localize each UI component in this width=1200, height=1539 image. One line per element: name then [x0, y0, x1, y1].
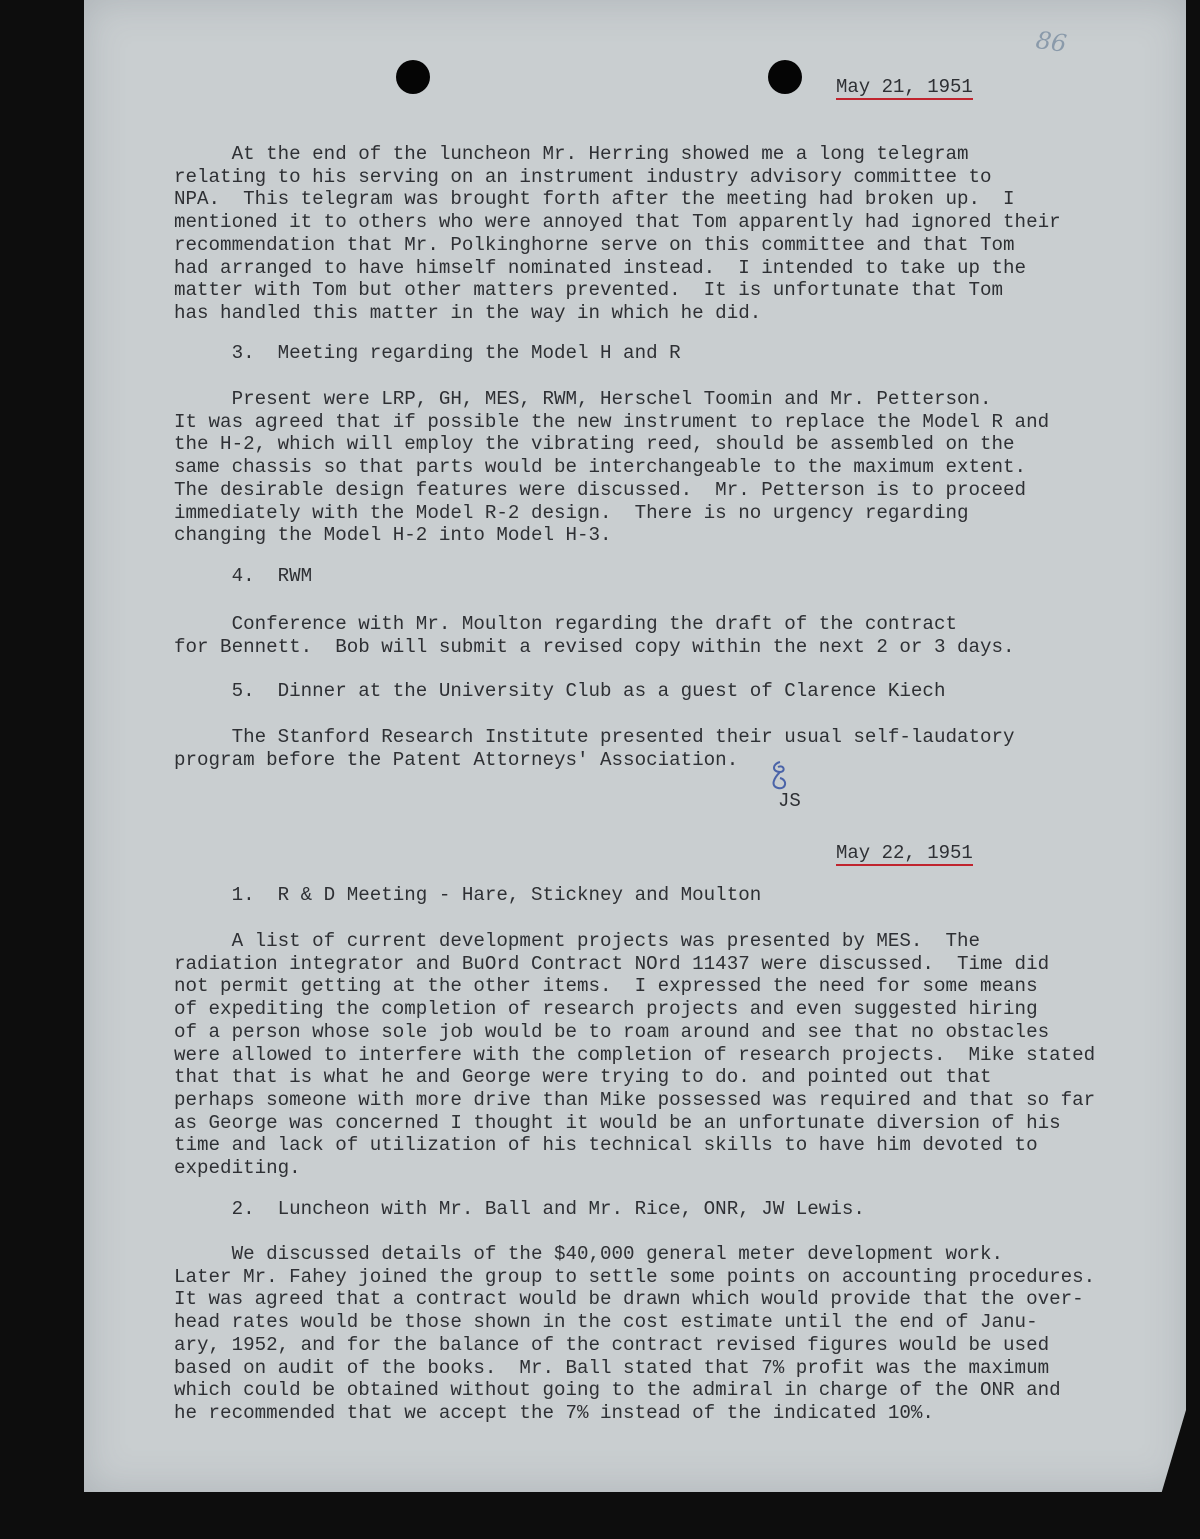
- text-line: he recommended that we accept the 7% instead of the indicated 10%.: [174, 1401, 934, 1424]
- text-line: It was agreed that if possible the new instrument to replace the Model R and: [174, 410, 1050, 433]
- section-heading: [174, 1198, 865, 1221]
- text-line: were allowed to interfere with the completion of research projects. Mike stated: [174, 1043, 1096, 1066]
- text-line: recommendation that Mr. Polkinghorne serve on this committee and that Tom: [174, 233, 1015, 256]
- text-line: At the end of the luncheon Mr. Herring showed me a long telegram: [174, 143, 969, 165]
- text-line: same chassis so that parts would be interchangeable to the maximum extent.: [174, 456, 1027, 479]
- text-line: the H-2, which will employ the vibrating reed, should be assembled on the: [174, 433, 1015, 456]
- paragraph: [174, 613, 1015, 658]
- text-line: of expediting the completion of research projects and even suggested hiring: [174, 998, 1038, 1021]
- text-line: changing the Model H-2 into Model H-3.: [174, 524, 612, 547]
- text-line: of a person whose sole job would be to roam around and see that no obstacles: [174, 1020, 1050, 1043]
- text-line: 4. RWM: [174, 565, 313, 587]
- text-line: Later Mr. Fahey joined the group to settle some points on accounting procedures.: [174, 1265, 1096, 1288]
- text-line: perhaps someone with more drive than Mike possessed was required and that so far: [174, 1088, 1096, 1111]
- paragraph: [174, 726, 1015, 771]
- text-line: NPA. This telegram was brought forth after the meeting had broken up. I: [174, 188, 1015, 211]
- text-line: ary, 1952, and for the balance of the contract revised figures would be used: [174, 1333, 1050, 1356]
- paragraph: [174, 143, 1061, 325]
- text-line: A list of current development projects was presented by MES. The: [174, 930, 981, 952]
- text-line: It was agreed that a contract would be drawn which would provide that the over-: [174, 1288, 1084, 1311]
- text-line: immediately with the Model R-2 design. There is no urgency regarding: [174, 501, 969, 524]
- paragraph: [174, 1243, 1095, 1425]
- punch-hole: [396, 60, 430, 94]
- text-line: had arranged to have himself nominated instead. I intended to take up the: [174, 256, 1027, 279]
- text-line: The Stanford Research Institute presented their usual self-laudatory: [174, 726, 1015, 748]
- text-line: not permit getting at the other items. I expressed the need for some means: [174, 975, 1038, 998]
- text-line: for Bennett. Bob will submit a revised copy within the next 2 or 3 days.: [174, 635, 1015, 658]
- text-line: expediting.: [174, 1157, 301, 1180]
- text-line: 5. Dinner at the University Club as a guest of Clarence Kiech: [174, 680, 946, 702]
- text-line: 3. Meeting regarding the Model H and R: [174, 342, 681, 364]
- text-line: has handled this matter in the way in which he did.: [174, 301, 762, 324]
- text-line: time and lack of utilization of his technical skills to have him devoted to: [174, 1134, 1038, 1157]
- page-number-annotation: 86: [1034, 26, 1069, 58]
- paragraph: [174, 388, 1049, 547]
- section-heading: [174, 342, 681, 365]
- section-heading: [174, 565, 312, 588]
- text-line: program before the Patent Attorneys' Association.: [174, 748, 739, 771]
- paragraph: [174, 930, 1095, 1180]
- section-heading: [174, 680, 945, 703]
- entry-date: May 21, 1951: [836, 76, 973, 98]
- text-line: as George was concerned I thought it would be an unfortunate diversion of his: [174, 1111, 1061, 1134]
- text-line: radiation integrator and BuOrd Contract NOrd 11437 were discussed. Time did: [174, 952, 1050, 975]
- text-line: Conference with Mr. Moulton regarding the draft of the contract: [174, 613, 957, 635]
- text-line: The desirable design features were discussed. Mr. Petterson is to proceed: [174, 478, 1027, 501]
- text-line: 1. R & D Meeting - Hare, Stickney and Moulton: [174, 884, 762, 906]
- author-initials: JS: [778, 790, 801, 812]
- text-line: mentioned it to others who were annoyed that Tom apparently had ignored their: [174, 211, 1061, 234]
- text-line: Present were LRP, GH, MES, RWM, Herschel Toomin and Mr. Petterson.: [174, 388, 992, 410]
- text-line: based on audit of the books. Mr. Ball stated that 7% profit was the maximum: [174, 1356, 1050, 1379]
- punch-hole: [768, 60, 802, 94]
- entry-date: May 22, 1951: [836, 842, 973, 864]
- text-line: relating to his serving on an instrument industry advisory committee to: [174, 165, 992, 188]
- section-heading: [174, 884, 761, 907]
- text-line: 2. Luncheon with Mr. Ball and Mr. Rice, ONR, JW Lewis.: [174, 1198, 865, 1220]
- text-line: that that is what he and George were trying to do. and pointed out that: [174, 1066, 992, 1089]
- text-line: We discussed details of the $40,000 general meter development work.: [174, 1243, 1004, 1265]
- text-line: matter with Tom but other matters prevented. It is unfortunate that Tom: [174, 279, 1004, 302]
- text-line: which could be obtained without going to the admiral in charge of the ONR and: [174, 1379, 1061, 1402]
- text-line: head rates would be those shown in the cost estimate until the end of Janu-: [174, 1311, 1038, 1334]
